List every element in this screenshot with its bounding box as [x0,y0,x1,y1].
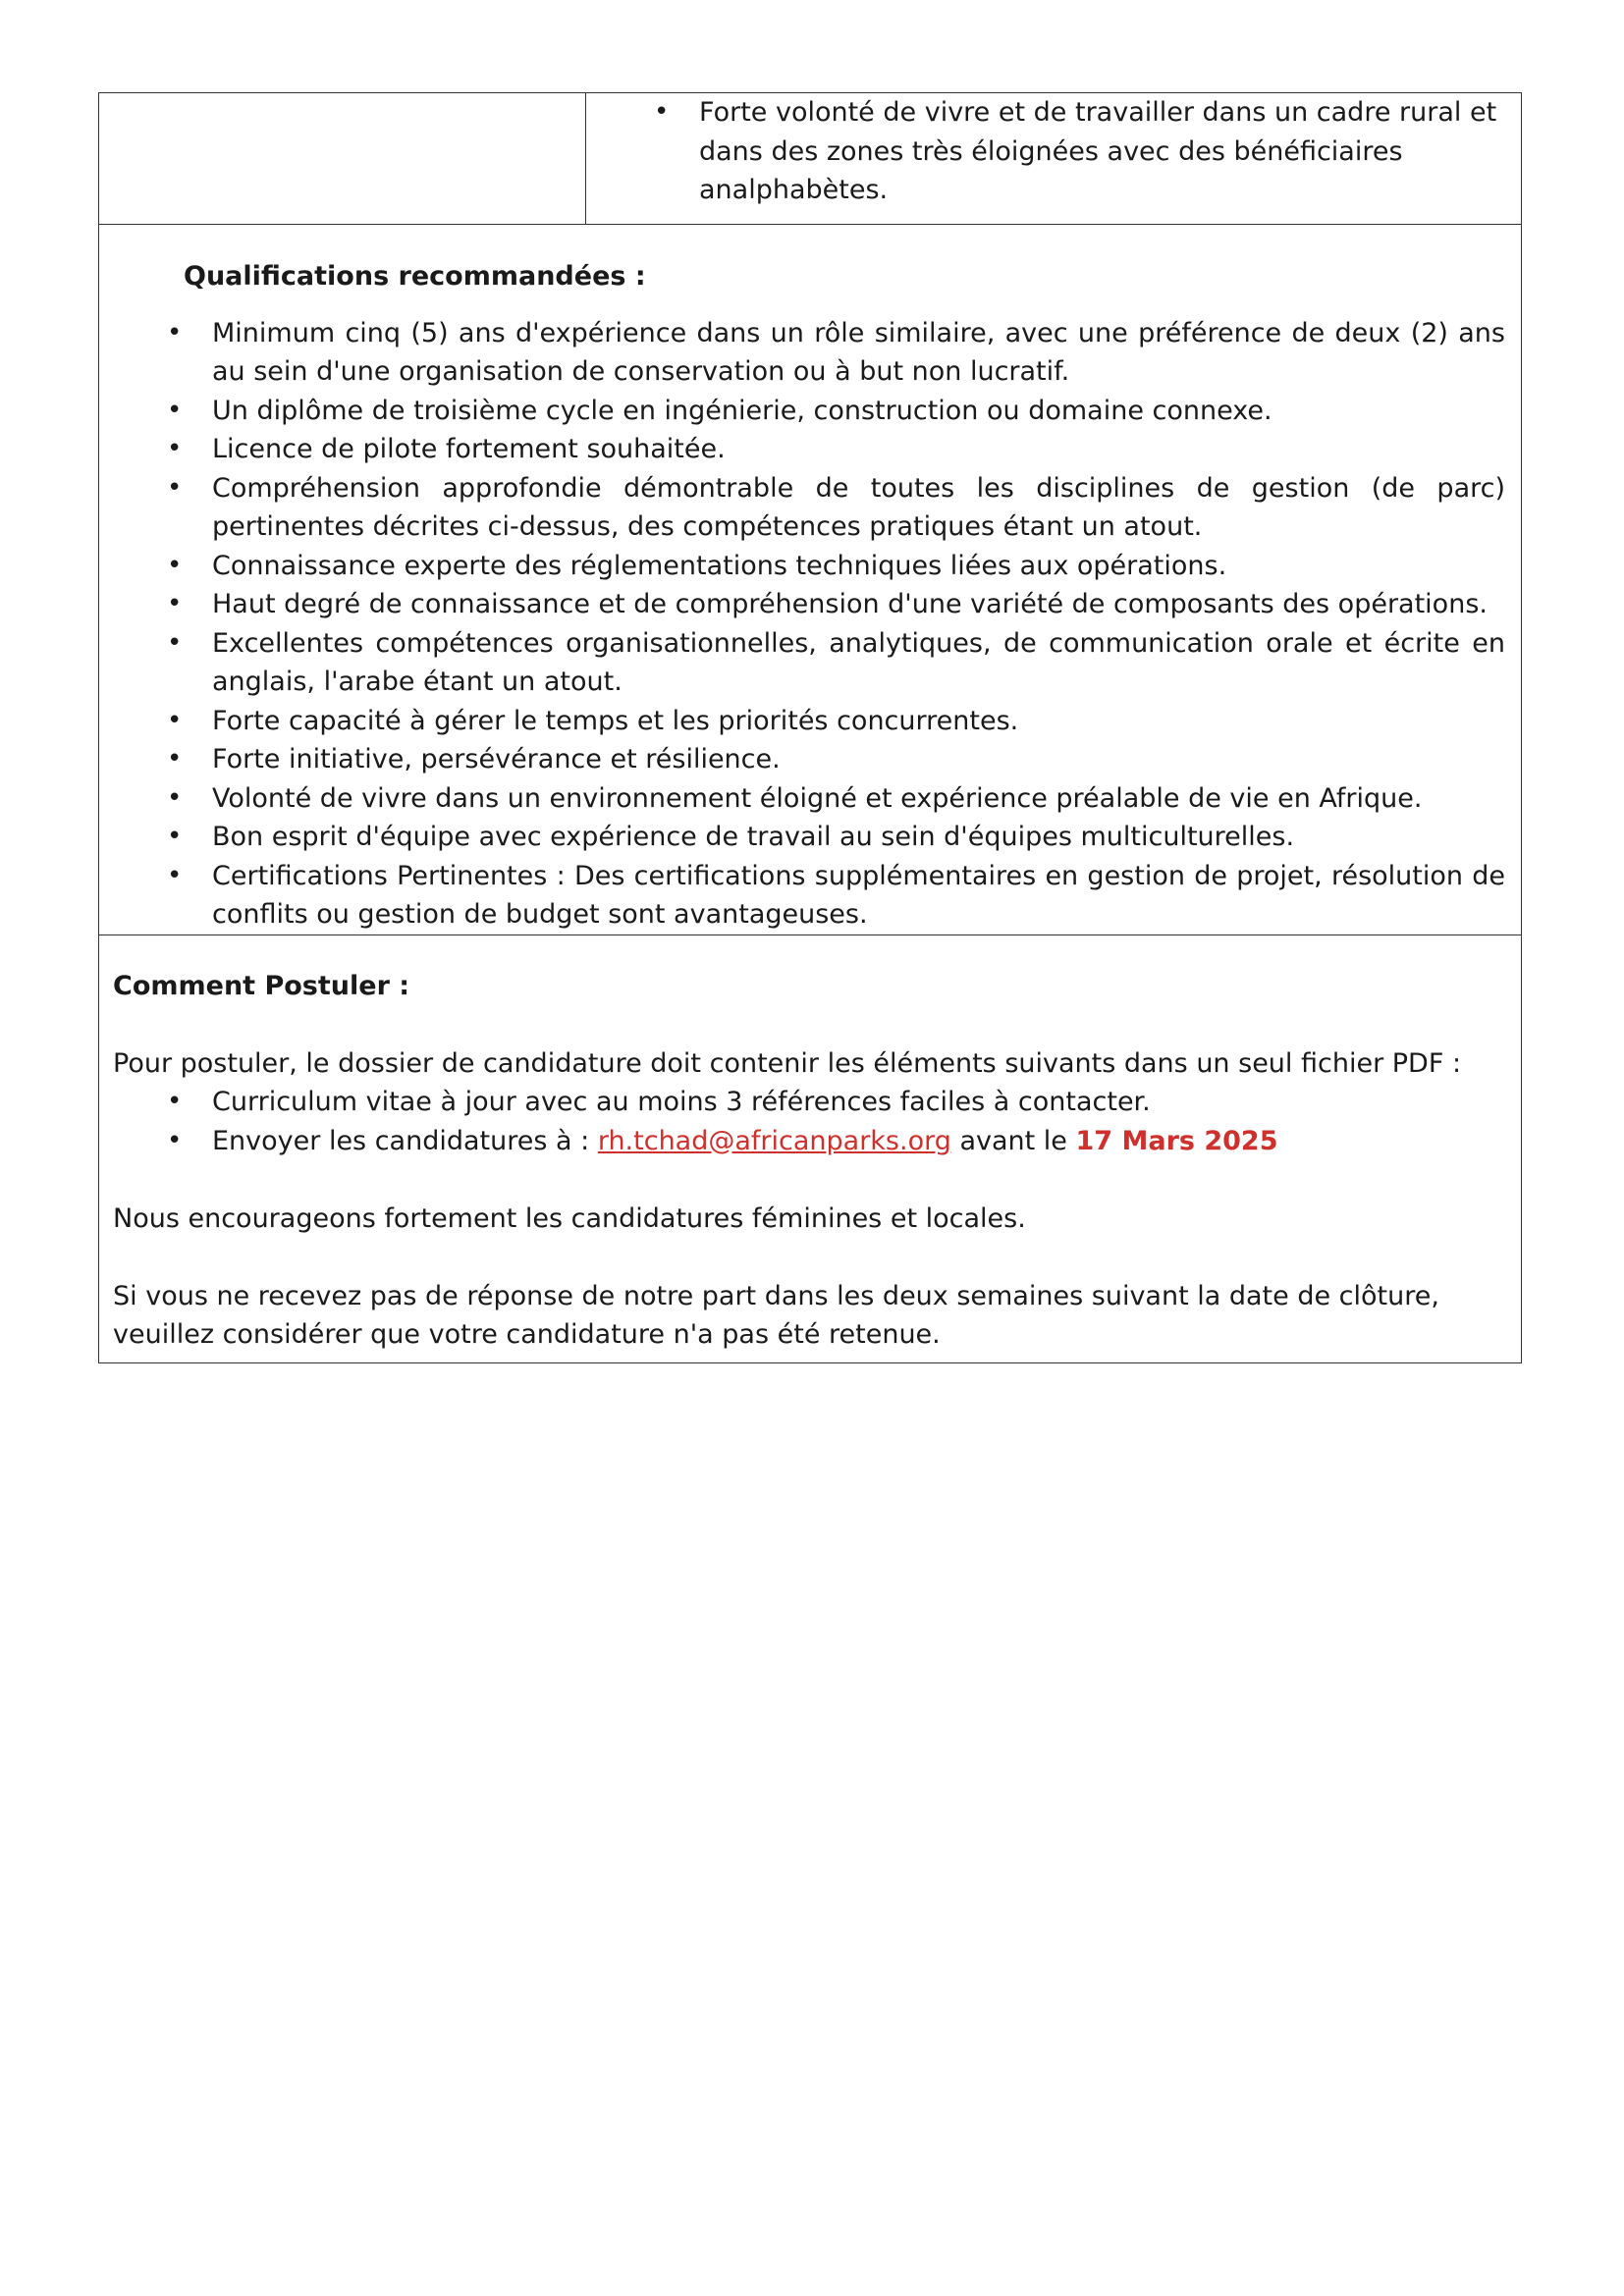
list-item: • Compréhension approfondie démontrable de toutes les disciplines de gestion (de parc) pertinentes décrites ci-dessus, des compétences pratiques étant un atout. [212,469,1505,547]
empty-left-cell [99,93,586,225]
apply-cell [99,934,1522,1362]
send-applications-item [212,1122,1505,1161]
apply-intro: Pour postuler, le dossier de candidature doit contenir les éléments suivants dans un seul fichier PDF : [113,1047,1462,1079]
list-item: • Licence de pilote fortement souhaitée. [212,430,1505,469]
list-item: • Minimum cinq (5) ans d'expérience dans un rôle similaire, avec une préférence de deux (2) ans au sein d'une organisation de conservation ou à but non lucratif. [212,314,1505,392]
job-table [98,92,1522,1363]
list-item: • Volonté de vivre dans un environnement éloigné et expérience préalable de vie en Afrique. [212,779,1505,819]
top-right-cell [586,93,1522,225]
qualifications-row [99,224,1522,934]
apply-bullet-list [113,1083,1505,1160]
list-item: • Forte initiative, persévérance et résilience. [212,740,1505,779]
list-item: • Forte volonté de vivre et de travailler dans un cadre rural et dans des zones très éloignées avec des bénéficiaires analphabètes. [699,93,1501,210]
list-item: • Un diplôme de troisième cycle en ingénierie, construction ou domaine connexe. [212,392,1505,431]
list-item: • Excellentes compétences organisationnelles, analytiques, de communication orale et écrite en anglais, l'arabe étant un atout. [212,624,1505,702]
list-item: • Curriculum vitae à jour avec au moins 3 références faciles à contacter. [212,1083,1505,1122]
list-item: • Haut degré de connaissance et de compréhension d'une variété de composants des opérations. [212,585,1505,624]
encourage-text: Nous encourageons fortement les candidatures féminines et locales. [113,1202,1026,1234]
apply-title: Comment Postuler : [113,970,410,1001]
apply-section [99,935,1521,1362]
top-bullet-list [586,93,1521,224]
list-item: • Certifications Pertinentes : Des certifications supplémentaires en gestion de projet, résolution de conflits ou gestion de budget sont avantageuses. [212,857,1505,934]
top-row [99,93,1522,225]
send-prefix: Envoyer les candidatures à : [212,1125,598,1156]
list-item: • Forte capacité à gérer le temps et les priorités concurrentes. [212,702,1505,741]
qualifications-title: Qualifications recommandées : [184,260,646,292]
send-middle: avant le [950,1125,1076,1156]
closing-text: Si vous ne recevez pas de réponse de notre part dans les deux semaines suivant la date de clôture, veuillez considérer que votre candidature n'a pas été retenue. [113,1280,1439,1350]
qualifications-list [99,314,1521,934]
email-link[interactable]: rh.tchad@africanparks.org [597,1125,951,1156]
qualifications-cell [99,224,1522,934]
list-item: • Bon esprit d'équipe avec expérience de travail au sein d'équipes multiculturelles. [212,818,1505,857]
document-page [98,92,1522,1363]
list-item: • Connaissance experte des réglementations techniques liées aux opérations. [212,547,1505,586]
apply-row [99,934,1522,1362]
deadline-date: 17 Mars 2025 [1075,1125,1278,1156]
